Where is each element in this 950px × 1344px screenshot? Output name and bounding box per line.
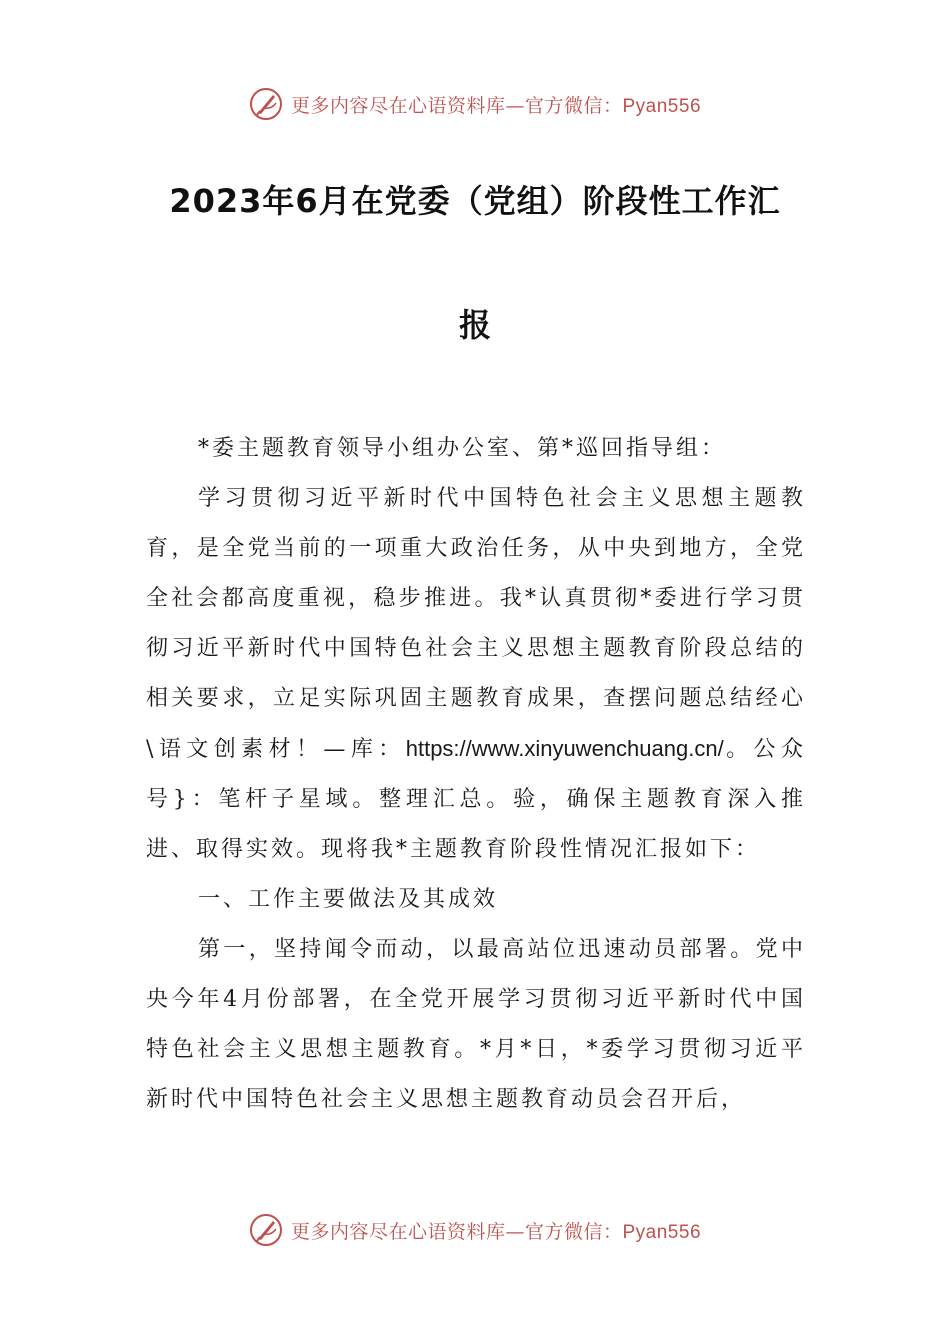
- document-title-line-1: 2023年6月在党委（党组）阶段性工作汇: [169, 182, 781, 220]
- source-url: https://www.xinyuwenchuang.cn/: [405, 736, 724, 761]
- paragraph-1: 学习贯彻习近平新时代中国特色社会主义思想主题教育，是全党当前的一项重大政治任务，从中央到地方，全党全社会都高度重视，稳步推进。我*认真贯彻*委进行学习贯彻习近平新时代中国特色社会主义思想主题教育阶段总结的相关要求，立足实际巩固主题教育成果，查摆问题总结经心\语文创素材！—库：https://www.xinyuwenchuang.cn/。公众号}：笔杆子星域。整理汇总。验，确保主题教育深入推进、取得实效。现将我*主题教育阶段性情况汇报如下：: [146, 486, 806, 862]
- salutation: *委主题教育领导小组办公室、第*巡回指导组：: [198, 436, 727, 461]
- paragraph-2: 第一，坚持闻令而动，以最高站位迅速动员部署。党中央今年4月份部署，在全党开展学习贯彻习近平新时代中国特色社会主义思想主题教育。*月*日，*委学习贯彻习近平新时代中国特色社会主义思想主题教育动员会召开后，: [146, 937, 806, 1112]
- watermark-text: 更多内容尽在心语资料库—官方微信：Pyan556: [290, 94, 702, 117]
- footer-watermark: [0, 1210, 950, 1250]
- document-title-line-2: 报: [458, 306, 491, 344]
- section-heading-1: 一、工作主要做法及其成效: [198, 887, 499, 912]
- header-watermark: [0, 84, 950, 124]
- watermark-text: 更多内容尽在心语资料库—官方微信：Pyan556: [290, 1220, 702, 1243]
- quill-logo-icon: [249, 87, 283, 121]
- quill-logo-icon: [249, 1213, 283, 1247]
- document-body: [146, 424, 806, 1125]
